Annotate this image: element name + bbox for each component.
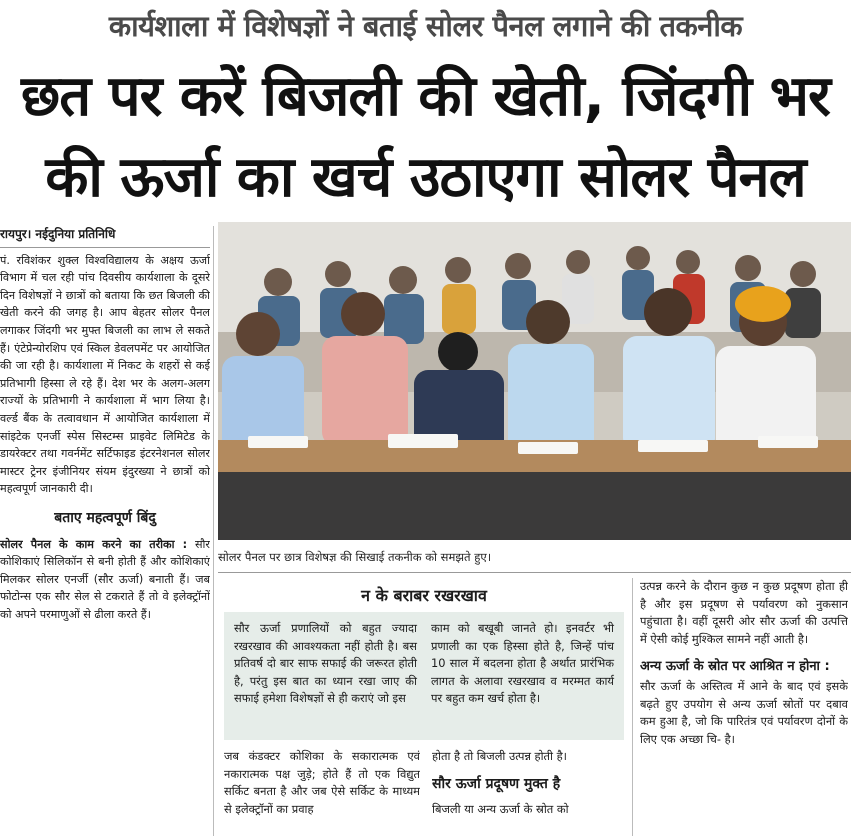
classroom-photo-illustration [218,222,851,540]
column-divider [213,226,214,836]
lead-column [0,226,210,836]
working-heading: सोलर पैनल के काम करने का तरीका : [0,537,188,551]
column-4-text-2: सौर ऊर्जा के अस्तित्व में आने के बाद एवं इसके बढ़ते हुए उपयोग से अन्य ऊर्जा स्रोतों पर दबाव कम हुआ है, जो कि पारितंत्र एवं पर्यावरण दोनों के लिए एक अच्छा चि- है। [640,678,848,746]
column-3-text-top: होता है तो बिजली उत्पन्न होती है। [432,749,567,763]
circuit-paragraph: जब कंडक्टर कोशिका के सकारात्मक एवं नकारात्मक पक्ष जुड़े; होते हैं तो एक विद्युत सर्किट बनता है और जब ऐसे सर्किट के माध्यम से इलेक्ट्रॉनों का प्रवाह [224,749,420,816]
dateline: रायपुर। नईदुनिया प्रतिनिधि [0,226,210,248]
maintenance-text-2: काम को बखूबी जानते हो। इनवर्टर भी प्रणाली का एक हिस्सा होते है, जिन्हें पांच 10 साल में बदलना होता है अर्थात प्रारंभिक लागत के अलावा रखरखाव व मरम्मत कार्य पर बहुत कम खर्च होता है। [431,621,614,706]
column-3 [432,748,624,836]
column-3-text-bottom: बिजली या अन्य ऊर्जा के स्रोत को [432,802,569,817]
news-photo [218,222,851,540]
main-headline-line-1: छत पर करें बिजली की खेती, जिंदगी भर [21,64,830,129]
pollution-free-heading: सौर ऊर्जा प्रदूषण मुक्त है [432,775,561,792]
maintenance-text-1: सौर ऊर्जा प्रणालियों को बहुत ज्यादा रखरखाव की आवश्यकता नहीं होती है। बस प्रतिवर्ष दो बार साफ सफाई की जरूरत होती है, परंतु इस बात का ध्यान रखा जाए की सफाई हमेशा विशेषज्ञों से ही कराएं जो इस [234,621,417,706]
points-heading: बताए महत्वपूर्ण बिंदु [54,509,156,526]
working-paragraph [0,536,210,624]
column-divider [632,578,633,836]
section-rule [218,572,851,573]
main-headline-line-2: की ऊर्जा का खर्च उठाएगा सोलर पैनल [45,145,806,210]
working-text: सौर कोशिकाएं सिलिकॉन से बनी होती हैं और कोशिकाएं मिलकर सोलर एनर्जी (सौर ऊर्जा) बनाती हैं। जब फोटोन्स एक सौर सेल से टकराते हैं तो वे इलेक्ट्रॉनों को अपने परमाणुओं से ढीला करते हैं। [0,537,210,621]
maintenance-heading: न के बराबर रखरखाव [361,586,487,605]
column-4 [640,578,848,836]
kicker-headline: कार्यशाला में विशेषज्ञों ने बताई सोलर पैनल लगाने की तकनीक [108,9,743,43]
dependence-heading: अन्य ऊर्जा के स्रोत पर आश्रित न होना : [640,659,830,675]
lead-paragraph: पं. रविशंकर शुक्ल विश्वविद्यालय के अक्षय ऊर्जा विभाग में चल रही पांच दिवसीय कार्यशाला के दूसरे दिन विशेषज्ञों ने छात्रों को बताया कि छत बिजली की खेती करने की जगह है। आप बेहतर सोलर पैनल लगाकर जिंदगी भर मुफ्त बिजली का लाभ ले सकते हैं। एंटेप्रेन्योरशिप एवं स्किल डेवलपमेंट पर आयोजित की जा रही है। कार्यशाला में निकट के शहरों से कई प्रतिभागी हिस्सा ले रहे हैं। देश भर के अलग-अलग राज्यों के प्रतिभागी ने कार्यशाला में भाग लिया है। वर्ल्ड बैंक के तत्वावधान में आयोजित कार्यशाला में सांइटेक एनर्जी स्पेस सिस्टम्स प्राइवेट लिमिटेड के डायरेक्टर तथा गवर्नमेंट सर्टिफाइड इंटरनेशनल सोलर मास्टर ट्रेनर इंजीनियर संयम इंदुरख्या ने छात्रों को महत्वपूर्ण जानकारी दी। [0,253,210,496]
column-4-text-1: उत्पन्न करने के दौरान कुछ न कुछ प्रदूषण होता ही है और इस प्रदूषण से पर्यावरण को नुकसान पहुंचाता है। वहीं दूसरी ओर सौर ऊर्जा की उत्पत्ति में ऐसी कोई मुश्किल सामने नहीं आती है। [640,579,848,646]
photo-caption: सोलर पैनल पर छात्र विशेषज्ञ की सिखाई तकनीक को समझते हुए। [218,550,492,564]
maintenance-box [224,612,624,740]
